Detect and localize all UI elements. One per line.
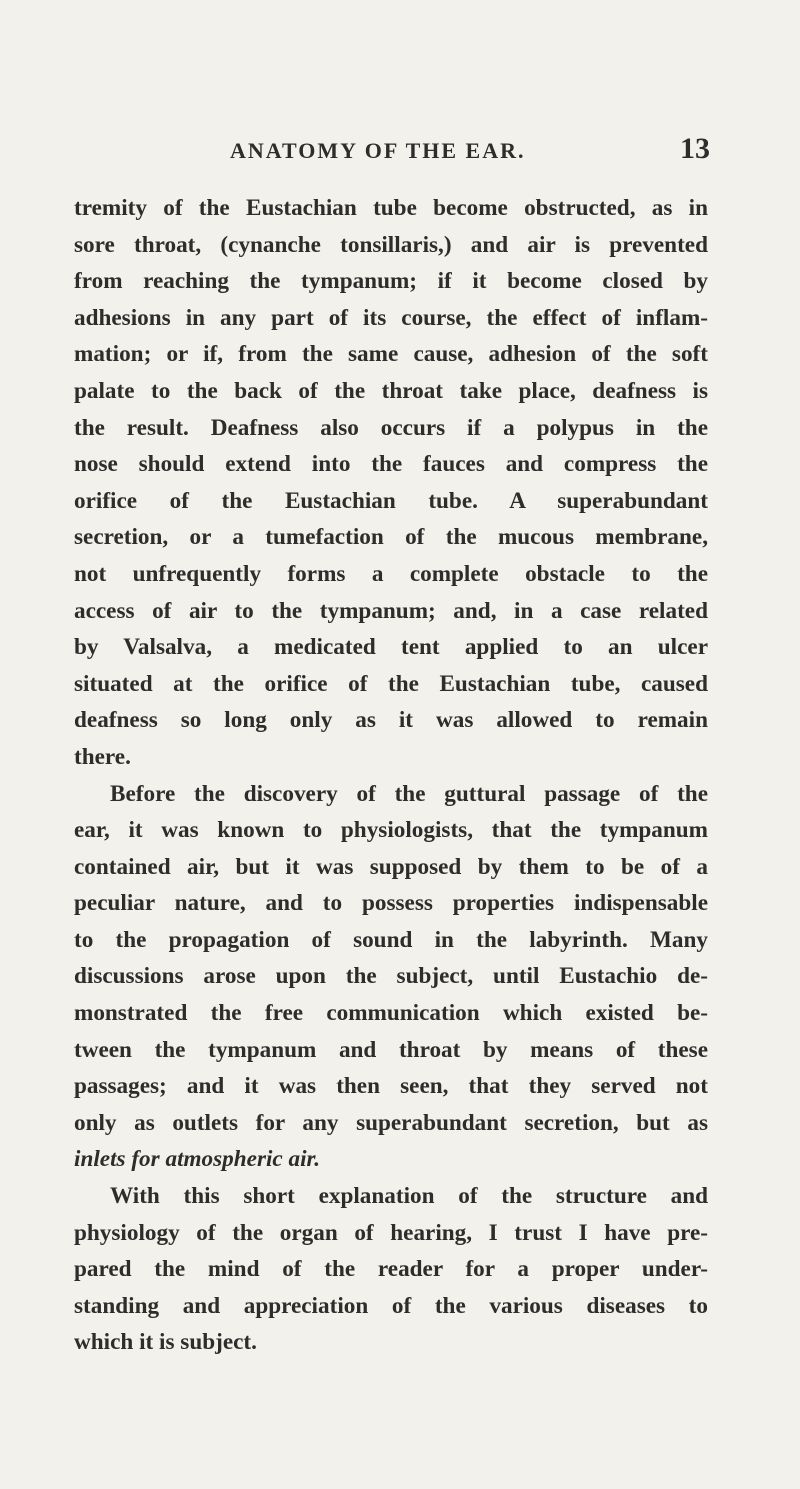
text-line: With this short explanation of the structure and	[110, 1183, 708, 1210]
text-line: mation; or if, from the same cause, adhesion of the soft	[74, 341, 708, 368]
running-head	[230, 132, 710, 172]
text-line: pared the mind of the reader for a proper under-	[74, 1256, 708, 1283]
paragraph-3	[74, 1178, 708, 1361]
text-line: ear, it was known to physiologists, that the tympanum	[74, 817, 708, 844]
text-line: peculiar nature, and to possess properties indispensable	[74, 890, 708, 917]
text-line: monstrated the free communication which existed be-	[74, 1000, 708, 1027]
text-line: not unfrequently forms a complete obstacle to the	[74, 560, 708, 587]
text-line: the result. Deafness also occurs if a polypus in the	[74, 414, 708, 441]
text-line: nose should extend into the fauces and compress the	[74, 451, 708, 478]
text-line: adhesions in any part of its course, the effect of inflam-	[74, 304, 708, 331]
text-line: only as outlets for any superabundant secretion, but as	[74, 1109, 708, 1136]
text-line: discussions arose upon the subject, until Eustachio de-	[74, 963, 708, 990]
text-line: deafness so long only as it was allowed to remain	[74, 707, 708, 734]
text-line: orifice of the Eustachian tube. A superabundant	[74, 487, 708, 514]
text-line: tremity of the Eustachian tube become obstructed, as in	[74, 195, 708, 221]
text-line: from reaching the tympanum; if it become closed by	[74, 268, 708, 295]
text-line: access of air to the tympanum; and, in a case related	[74, 597, 708, 624]
text-line: palate to the back of the throat take place, deafness is	[74, 377, 708, 404]
text-line: inlets for atmospheric air.	[74, 1146, 321, 1173]
text-line: situated at the orifice of the Eustachian tube, caused	[74, 670, 708, 697]
body-text	[74, 190, 708, 1361]
paragraph-1	[74, 190, 708, 776]
text-line: there.	[74, 743, 131, 770]
paragraph-2	[74, 776, 708, 1179]
text-line: to the propagation of sound in the labyrinth. Many	[74, 926, 708, 953]
text-line: secretion, or a tumefaction of the mucous membrane,	[74, 524, 708, 551]
text-line: Before the discovery of the guttural passage of the	[110, 780, 708, 807]
text-line: passages; and it was then seen, that they served not	[74, 1073, 708, 1100]
text-line: tween the tympanum and throat by means of these	[74, 1036, 708, 1063]
page-number: 13	[680, 132, 710, 165]
text-line: sore throat, (cynanche tonsillaris,) and air is prevented	[74, 231, 708, 258]
text-line: by Valsalva, a medicated tent applied to an ulcer	[74, 634, 708, 661]
running-title: ANATOMY OF THE EAR.	[230, 138, 526, 163]
text-line: contained air, but it was supposed by them to be of a	[74, 853, 708, 880]
text-line: which it is subject.	[74, 1329, 257, 1356]
text-line: physiology of the organ of hearing, I trust I have pre-	[74, 1219, 708, 1246]
text-line: standing and appreciation of the various diseases to	[74, 1292, 708, 1319]
